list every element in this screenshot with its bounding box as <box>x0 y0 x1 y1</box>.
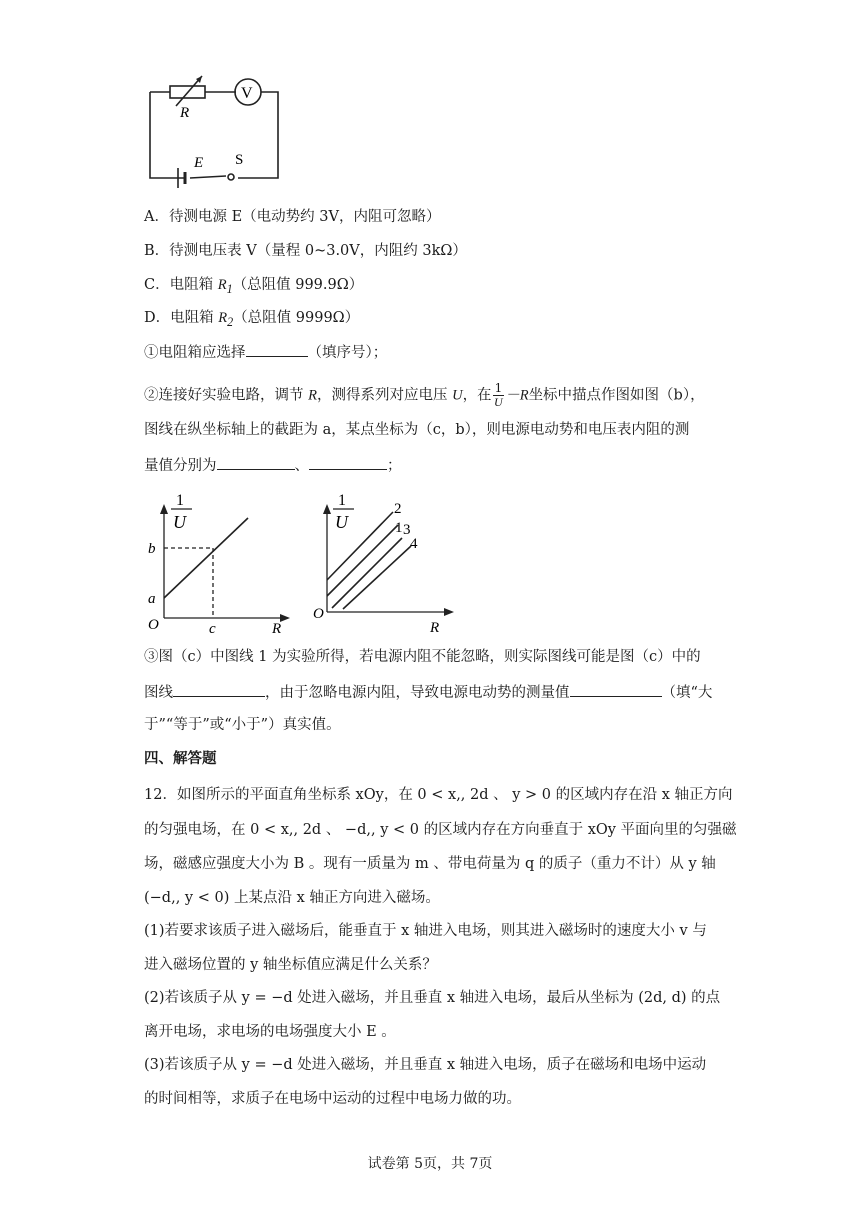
graph-b-label-b: b <box>148 541 156 557</box>
graph-c-label-3: 3 <box>403 522 411 538</box>
question-2-line-1: ②连接好实验电路，调节 R，测得系列对应电压 U，在 $\frac{1}{U}$ －R坐标中描点作图如图（b）， <box>144 381 705 409</box>
option-a: A．待测电源 E（电动势约 3V，内阻可忽略） <box>144 209 441 225</box>
circuit-label-s: S <box>235 152 244 168</box>
question-2-line-2: 图线在纵坐标轴上的截距为 a，某点坐标为（c，b），则电源电动势和电压表内阻的测 <box>144 422 690 438</box>
graph-c-label-1: 1 <box>395 520 403 536</box>
section-heading: 四、解答题 <box>144 750 217 767</box>
problem-12-sub-1b: 进入磁场位置的 y 轴坐标值应满足什么关系？ <box>144 957 437 973</box>
graph-b-y-den: U <box>173 512 186 532</box>
answer-blank-3b <box>570 682 662 697</box>
problem-12-sub-3a: (3)若该质子从 y = −d 处进入磁场，并且垂直 x 轴进入电场，质子在磁场和电场中运动 <box>144 1057 707 1073</box>
problem-12-sub-3b: 的时间相等，求质子在电场中运动的过程中电场力做的功。 <box>144 1091 521 1107</box>
circuit-diagram <box>140 66 290 191</box>
graph-c-line-3 <box>332 538 402 608</box>
graph-b <box>140 490 290 640</box>
answer-blank-2b <box>309 455 387 470</box>
option-c: C．电阻箱 $R_1$（总阻值 999.9Ω） <box>144 277 364 296</box>
graph-c-y-den: U <box>335 512 348 532</box>
problem-12-line-2: 的匀强电场，在 0 < x,, 2d 、 −d,, y < 0 的区域内存在方向垂直于 xOy 平面向里的匀强磁 <box>144 822 737 838</box>
graph-b-origin: O <box>148 617 159 633</box>
problem-12-sub-2a: (2)若该质子从 y = −d 处进入磁场，并且垂直 x 轴进入电场，最后从坐标为 (2d, d) 的点 <box>144 990 721 1006</box>
circuit-label-e: E <box>194 155 204 171</box>
graph-c-y-num: 1 <box>338 492 346 509</box>
problem-12-line-4: (−d,, y < 0) 上某点沿 x 轴正方向进入磁场。 <box>144 890 440 906</box>
problem-12-sub-2b: 离开电场，求电场的电场强度大小 E 。 <box>144 1024 396 1040</box>
graph-c-label-2: 2 <box>394 501 402 517</box>
graph-c-label-4: 4 <box>410 536 418 552</box>
circuit-label-v: V <box>241 85 253 102</box>
graph-b-label-c: c <box>209 621 216 637</box>
problem-12-line-3: 场，磁感应强度大小为 B 。现有一质量为 m 、带电荷量为 q 的质子（重力不计）从 y 轴 <box>144 856 716 872</box>
fraction-1-over-u: $\frac{1}{U}$ <box>494 381 503 409</box>
answer-blank-1 <box>246 342 308 357</box>
page-footer: 试卷第 5页，共 7页 <box>367 1156 493 1172</box>
graph-b-y-num: 1 <box>176 492 184 509</box>
question-3-line-2: 图线 ，由于忽略电源内阻，导致电源电动势的测量值 （填“大 <box>144 682 712 703</box>
question-3-line-1: ③图（c）中图线 1 为实验所得，若电源内阻不能忽略，则实际图线可能是图（c）中的 <box>144 649 701 665</box>
problem-12-line-1: 12．如图所示的平面直角坐标系 xOy，在 0 < x,, 2d 、 y > 0 的区域内存在沿 x 轴正方向 <box>144 787 733 803</box>
question-3-line-3: 于”“等于”或“小于”）真实值。 <box>144 717 341 733</box>
graph-c <box>310 490 460 640</box>
answer-blank-2a <box>217 455 295 470</box>
option-b: B．待测电压表 V（量程 0~3.0V，内阻约 3kΩ） <box>144 243 467 259</box>
graph-b-label-a: a <box>148 591 156 607</box>
graph-c-line-1 <box>327 525 398 596</box>
circuit-label-r: R <box>180 105 190 121</box>
problem-12-sub-1a: (1)若要求该质子进入磁场后，能垂直于 x 轴进入电场，则其进入磁场时的速度大小 v 与 <box>144 923 707 939</box>
graph-c-label-r: R <box>430 620 440 636</box>
graph-c-origin: O <box>313 606 324 622</box>
graph-b-label-r: R <box>272 621 282 637</box>
graph-c-line-4 <box>343 546 411 609</box>
option-d: D．电阻箱 $R_2$（总阻值 9999Ω） <box>144 310 360 329</box>
question-1: ①电阻箱应选择 （填序号）； <box>144 342 387 363</box>
answer-blank-3a <box>173 682 265 697</box>
question-2-line-3: 量值分别为 、 ； <box>144 455 402 476</box>
